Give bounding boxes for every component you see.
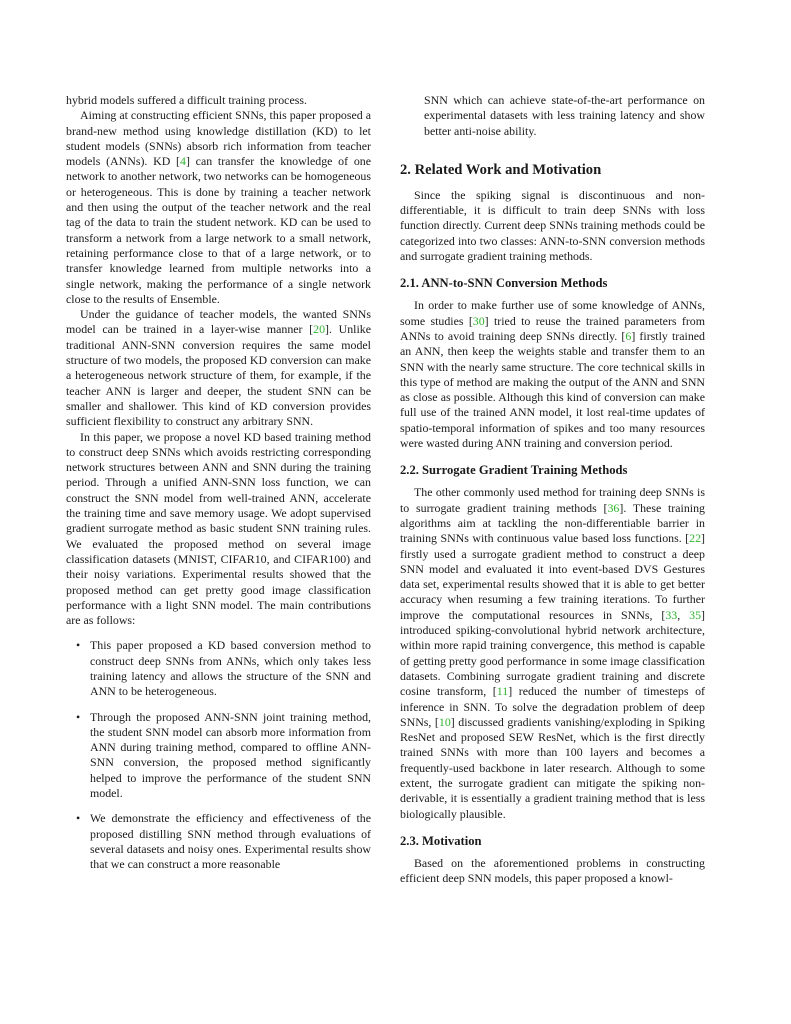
text-run: The other commonly used method for training deep SNNs is to surrogate gradient training methods [ xyxy=(400,485,705,515)
section-heading-related-work: 2. Related Work and Motivation xyxy=(400,161,602,178)
text-run: ] can transfer the knowledge of one network to another network, two networks can be homogeneous or heterogeneous. This is done by training a teacher network and then using the output of the teacher network and the real tag of the data to train the student network. KD can be used to transform a network from a large network to a small network, retaining performance close to that of a large network, or to transfer knowledge learned from multiple networks into a single network, making the performance of a single network close to the results of Ensemble. xyxy=(66,154,371,306)
citation-link[interactable]: 35 xyxy=(689,607,702,622)
text-run: ] discussed gradients vanishing/exploding in Spiking ResNet and proposed SEW ResNet, which is the first directly trained SNNs with more than 100 layers and becomes a frequently-used backbone in later research. Although to some extent, the surrogate gradient can mitigate the spiking non-derivable, it is essentially a gradient training method that is less biologically plausible. xyxy=(400,714,705,821)
right-column xyxy=(400,93,705,886)
citation-link[interactable]: 20 xyxy=(313,322,326,337)
citation-link[interactable]: 10 xyxy=(438,714,451,729)
paragraph-surrogate xyxy=(400,485,705,822)
citation-link[interactable]: 36 xyxy=(607,500,620,515)
paragraph-related-work: Since the spiking signal is discontinuous and non-differentiable, it is difficult to train deep SNNs with loss function directly. Current deep SNNs training methods could be categorized into two classes: ANN-to-SNN conversion methods and surrogate gradient training methods. xyxy=(400,187,705,264)
citation-link[interactable]: 6 xyxy=(625,328,632,343)
citation-link[interactable]: 22 xyxy=(689,531,702,546)
text-run: ] firstly trained an ANN, then keep the weights stable and transfer them to an SNN with the nearly same structure. The core technical skills in this type of method are making the output of the ANN and SNN as close as possible. Although this kind of conversion can make full use of the trained ANN model, it lost real-time updates of spatio-temporal information of spikes and too many resources were wasted during ANN training and conversion period. xyxy=(400,328,705,451)
text-run: ] reduced the number of timesteps of inference in SNN. To solve the degradation problem of deep SNNs, [ xyxy=(400,684,705,729)
text-run: , xyxy=(677,607,690,622)
list-item: • Through the proposed ANN-SNN joint training method, the student SNN model can absorb more information from ANN during training method, compared to offline ANN-SNN conversion, the proposed method significantly helped to improve the performance of the student SNN model. xyxy=(66,710,371,802)
text-run: ] introduced spiking-convolutional hybrid network architecture, within more rapid training convergence, this method is capable of getting pretty good performance in some image classification datasets. Combining surrogate gradient training and discrete cosine transform, [ xyxy=(400,607,705,699)
paragraph-motivation: Based on the aforementioned problems in constructing efficient deep SNN models, this paper proposed a knowl- xyxy=(400,855,705,886)
paragraph-hybrid-models: hybrid models suffered a difficult training process. xyxy=(66,93,307,107)
text-run: In order to make further use of some knowledge of ANNs, some studies [ xyxy=(400,298,705,328)
subsection-heading-conversion: 2.1. ANN-to-SNN Conversion Methods xyxy=(400,276,608,291)
paragraph-proposal: In this paper, we propose a novel KD based training method to construct deep SNNs which avoids restricting corresponding network structures between ANN and SNN during the training period. Through a unified ANN-SNN loss function, we can construct the SNN model from well-trained ANN, accelerate the training time and save memory usage. We adopt supervised gradient surrogate method as basic student SNN training rules. We evaluated the proposed method on several image classification datasets (MNIST, CIFAR10, and CIFAR100) and their noisy variations. Experimental results showed that the proposed method can get pretty good image classification performance with a light SNN model. The main contributions are as follows: xyxy=(66,429,371,628)
text-run: ] tried to reuse the trained parameters from ANNs to avoid training deep SNNs directly. [ xyxy=(400,313,705,343)
citation-link[interactable]: 30 xyxy=(472,313,485,328)
list-item: • We demonstrate the efficiency and effectiveness of the proposed distilling SNN method through evaluations of several datasets and noisy ones. Experimental results show that we can construct a more reasonable xyxy=(66,811,371,872)
text-run: ]. These training algorithms aim at tackling the non-differentiable barrier in training SNNs with continuous value based loss functions. [ xyxy=(400,500,705,546)
subsection-heading-surrogate: 2.2. Surrogate Gradient Training Methods xyxy=(400,463,628,478)
text-run: Under the guidance of teacher models, the wanted SNNs model can be trained in a layer-wise manner [ xyxy=(66,307,371,337)
list-item: • This paper proposed a KD based conversion method to construct deep SNNs from ANNs, which only takes less training latency and allows the structure of the SNN and ANN to be heterogeneous. xyxy=(66,638,371,699)
text-run: ]. Unlike traditional ANN-SNN conversion requires the same model structure of two models, the proposed KD conversion can make a heterogeneous network structure of them, for example, if the teacher ANN is larger and deeper, the student SNN can be smaller and shallower. This kind of KD conversion provides sufficient flexibility to construct any arbitrary SNN. xyxy=(66,322,371,429)
paragraph-teacher-guidance xyxy=(66,307,371,429)
text-run: ] firstly used a surrogate gradient method to construct a deep SNN model and evaluated it into event-based DVS Gestures data set, experimental results showed that it is able to get better accuracy when resuming a few training iterations. To further improve the computational resources in SNNs, [ xyxy=(400,531,705,622)
subsection-heading-motivation: 2.3. Motivation xyxy=(400,833,482,848)
text-run: Aiming at constructing efficient SNNs, this paper proposed a brand-new method using knowledge distillation (KD) to let student models (SNNs) absorb rich information from teacher models (ANNs). KD [ xyxy=(66,108,371,169)
citation-link[interactable]: 33 xyxy=(665,607,678,622)
paragraph-conversion xyxy=(400,298,705,451)
left-column xyxy=(66,93,371,883)
contributions-list xyxy=(66,638,371,872)
bullet-continuation: SNN which can achieve state-of-the-art performance on experimental datasets with less training latency and show better anti-noise ability. xyxy=(424,93,705,138)
citation-link[interactable]: 11 xyxy=(496,684,509,699)
paragraph-kd-intro xyxy=(66,108,371,307)
citation-link[interactable]: 4 xyxy=(180,154,186,169)
